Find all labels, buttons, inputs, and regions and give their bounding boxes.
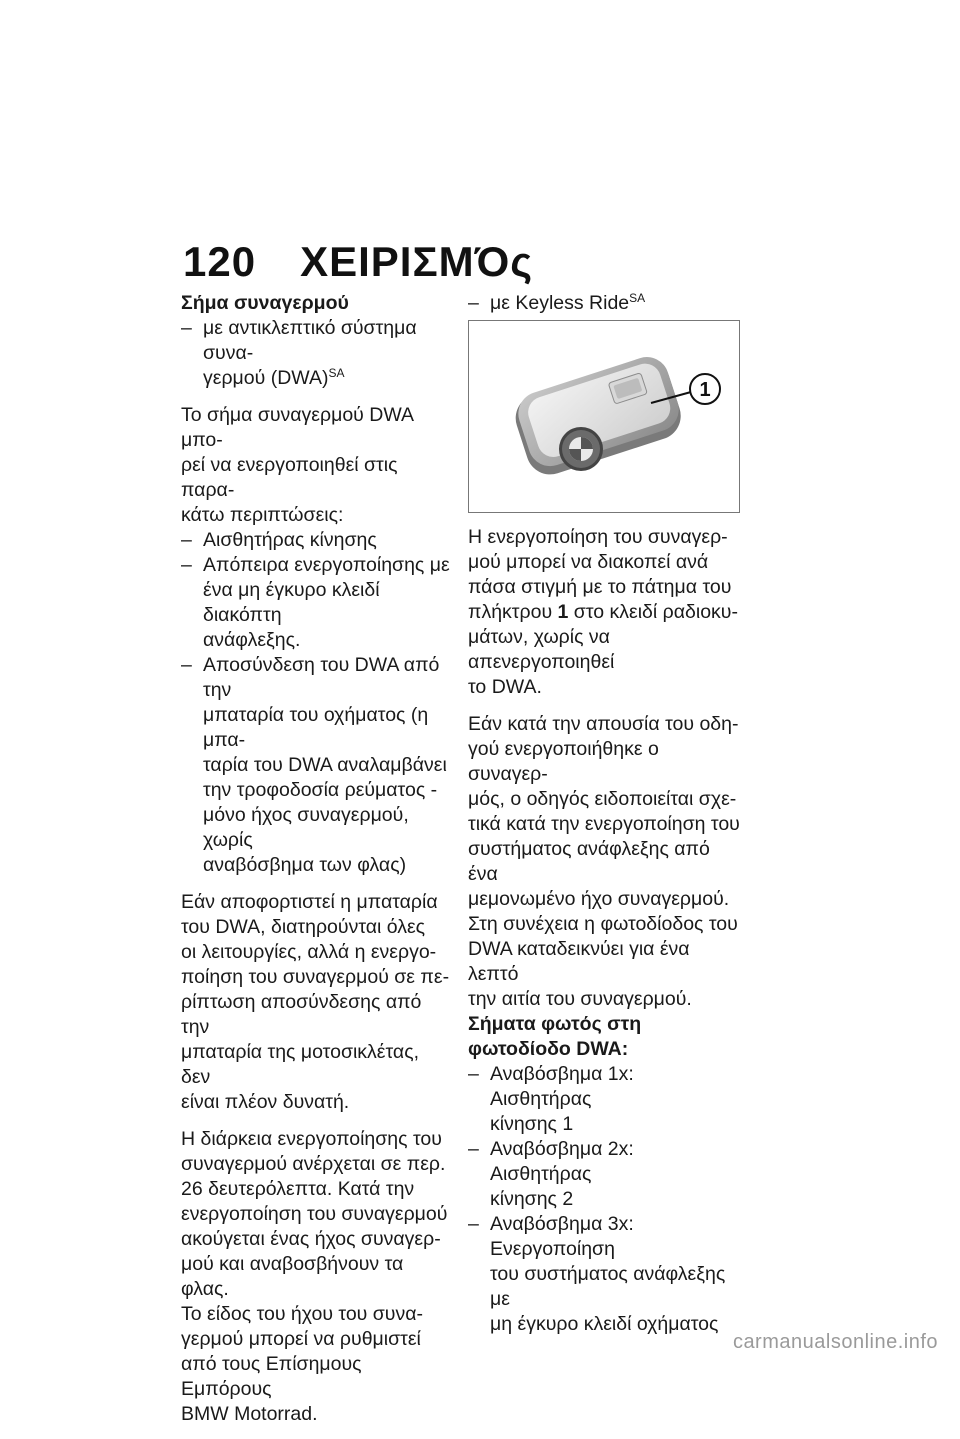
list-item: – Αναβόσβημα 2x: Αισθητήρας κίνησης 2: [468, 1138, 634, 1210]
page-header: [183, 238, 533, 286]
section-heading-alarm: Σήμα συναγερμού: [181, 292, 349, 314]
list-item: – με αντικλεπτικό σύστημα συνα- γερμού (DWA)$^{SA}$: [181, 317, 417, 389]
watermark: carmanualsonline.info: [732, 1331, 938, 1353]
paragraph: Εάν κατά την απουσία του οδη- γού ενεργοποιήθηκε ο συναγερ- μός, ο οδηγός ειδοποιείται σχε- τικά κατά την ενεργοποίηση του συστήματος ανάφλεξης από ένα μεμονωμένο ήχο συναγερμού. Στη συνέχεια η φωτοδίοδος του DWA καταδεικνύει για ένα λεπτό την αιτία του συναγερμού.: [468, 713, 740, 1010]
paragraph: Εάν αποφορτιστεί η μπαταρία του DWA, διατηρούνται όλες οι λειτουργίες, αλλά η ενεργο- ποίηση του συναγερμού σε πε- ρίπτωση αποσύνδεσης από την μπαταρία της μοτοσικλέτας, δεν είναι πλέον δυνατή.: [181, 891, 450, 1113]
list-item: – Αναβόσβημα 1x: Αισθητήρας κίνησης 1: [468, 1063, 634, 1135]
page-number: 120: [183, 238, 257, 285]
list-item: – Απόπειρα ενεργοποίησης με ένα μη έγκυρο κλειδί διακόπτη ανάφλεξης.: [181, 554, 450, 651]
list-item: – με Keyless Ride$^{SA}$: [468, 291, 646, 314]
right-column: [468, 291, 740, 1337]
list-item: – Αισθητήρας κίνησης: [181, 529, 377, 551]
paragraph: Το σήμα συναγερμού DWA μπο- ρεί να ενεργοποιηθεί στις παρα- κάτω περιπτώσεις:: [181, 404, 413, 526]
key-fob-illustration: [469, 321, 739, 512]
list-item: – Αναβόσβημα 3x: Ενεργοποίηση του συστήματος ανάφλεξης με μη έγκυρο κλειδί οχήματος: [468, 1213, 726, 1335]
key-fob-figure: [468, 320, 740, 513]
callout-number: 1: [699, 379, 711, 401]
paragraph: Η ενεργοποίηση του συναγερ- μού μπορεί να διακοπεί ανά πάσα στιγμή με το πάτημα του πλήκτρου 1 στο κλειδί ραδιοκυ- μάτων, χωρίς να απενεργοποιηθεί το DWA.: [468, 526, 738, 698]
paragraph: Η διάρκεια ενεργοποίησης του συναγερμού ανέρχεται σε περ. 26 δευτερόλεπτα. Κατά την ενεργοποίηση του συναγερμού ακούγεται ένας ήχος συναγερ- μού και αναβοσβήνουν τα φλας. Το είδος του ήχου του συνα- γερμού μπορεί να ρυθμιστεί από τους Επίσημους Εμπόρους BMW Motorrad.: [181, 1128, 448, 1425]
chapter-title: ΧΕΙΡΙΣΜΌς: [300, 238, 534, 285]
list-item: – Αποσύνδεση του DWA από την μπαταρία του οχήματος (η μπα- ταρία του DWA αναλαμβάνει την τροφοδοσία ρεύματος - μόνο ήχος συναγερμού, χωρίς αναβόσβημα των φλας): [181, 654, 447, 876]
left-column: [181, 291, 451, 1439]
bmw-logo-icon: [559, 427, 603, 471]
section-heading-led-signals: Σήματα φωτός στη φωτοδίοδο DWA:: [468, 1013, 642, 1060]
